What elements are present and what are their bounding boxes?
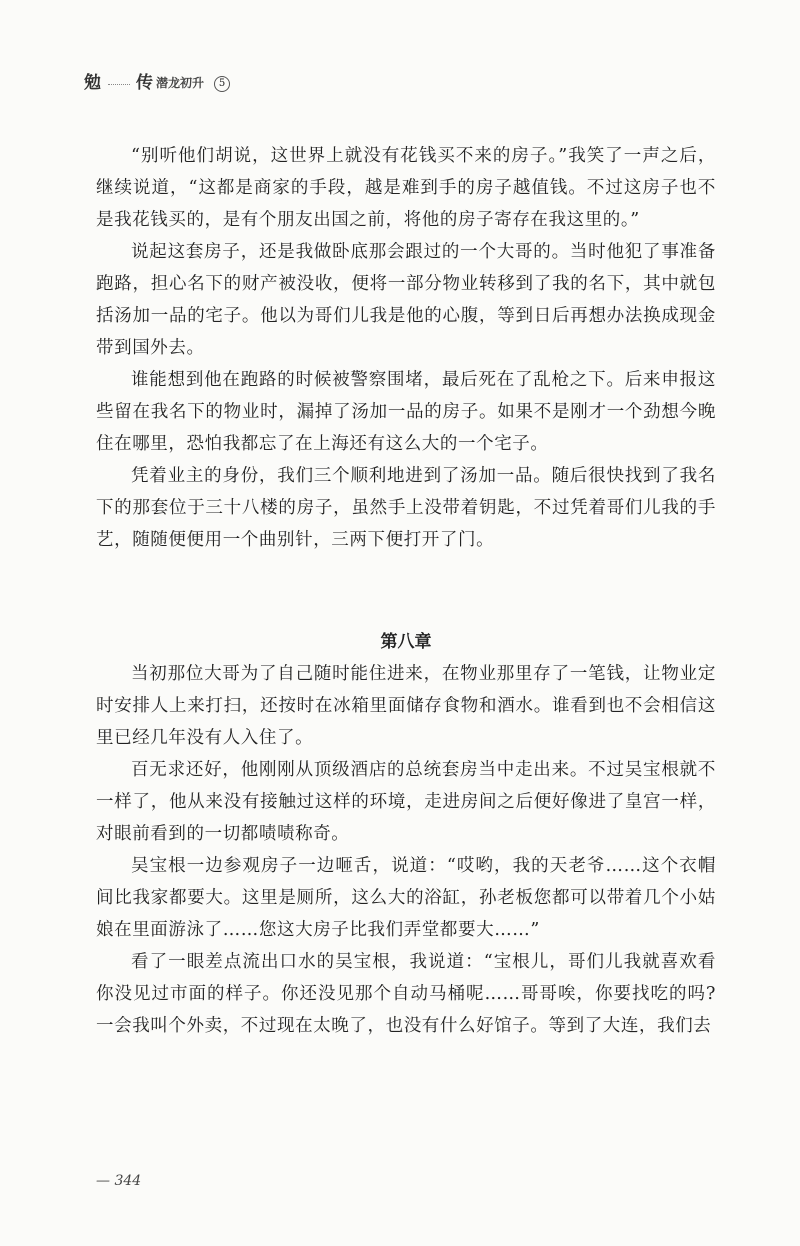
- paragraph: 凭着业主的身份，我们三个顺利地进到了汤加一品。随后很快找到了我名下的那套位于三十八楼的房子，虽然手上没带着钥匙，不过凭着哥们儿我的手艺，随随便便用一个曲别针，三两下便打开了门。: [96, 466, 716, 550]
- paragraph: 说起这套房子，还是我做卧底那会跟过的一个大哥的。当时他犯了事准备跑路，担心名下的财产被没收，便将一部分物业转移到了我的名下，其中就包括汤加一品的宅子。他以为哥们儿我是他的心腹，等到日后再想办法换成现金带到国外去。: [96, 242, 716, 358]
- paragraph: 百无求还好，他刚刚从顶级酒店的总统套房当中走出来。不过吴宝根就不一样了，他从来没有接触过这样的环境，走进房间之后便好像进了皇宫一样，对眼前看到的一切都啧啧称奇。: [96, 760, 716, 844]
- paragraph: 吴宝根一边参观房子一边咂舌，说道：“哎哟，我的天老爷……这个衣帽间比我家都要大。这里是厕所，这么大的浴缸，孙老板您都可以带着几个小姑娘在里面游泳了……您这大房子比我们弄堂都要大……”: [96, 856, 716, 940]
- page-body: [96, 140, 716, 1042]
- header-title-char-2: 传: [136, 73, 153, 93]
- page-number: — 344: [96, 1173, 142, 1189]
- paragraph: 看了一眼差点流出口水的吴宝根，我说道：“宝根儿，哥们儿我就喜欢看你没见过市面的样子。你还没见那个自动马桶呢……哥哥唉，你要找吃的吗?一会我叫个外卖，不过现在太晚了，也没有什么好馆子。等到了大连，我们去: [96, 952, 716, 1036]
- paragraph: 谁能想到他在跑路的时候被警察围堵，最后死在了乱枪之下。后来申报这些留在我名下的物业时，漏掉了汤加一品的房子。如果不是刚才一个劲想今晚住在哪里，恐怕我都忘了在上海还有这么大的一个宅子。: [96, 370, 716, 454]
- header-volume-badge: 5: [214, 76, 230, 92]
- header-title-char-1: 勉: [84, 73, 101, 93]
- header-decoration: [108, 76, 130, 85]
- paragraph: 当初那位大哥为了自己随时能住进来，在物业那里存了一笔钱，让物业定时安排人上来打扫，还按时在冰箱里面储存食物和酒水。谁看到也不会相信这里已经几年没有人入住了。: [96, 664, 716, 748]
- paragraph: “别听他们胡说，这世界上就没有花钱买不来的房子。”我笑了一声之后，继续说道，“这都是商家的手段，越是难到手的房子越值钱。不过这房子也不是我花钱买的，是有个朋友出国之前，将他的房子寄存在我这里的。”: [96, 146, 716, 230]
- running-header: [84, 66, 264, 100]
- header-subtitle: 潜龙初升: [156, 76, 205, 90]
- chapter-title: 第八章: [380, 632, 432, 652]
